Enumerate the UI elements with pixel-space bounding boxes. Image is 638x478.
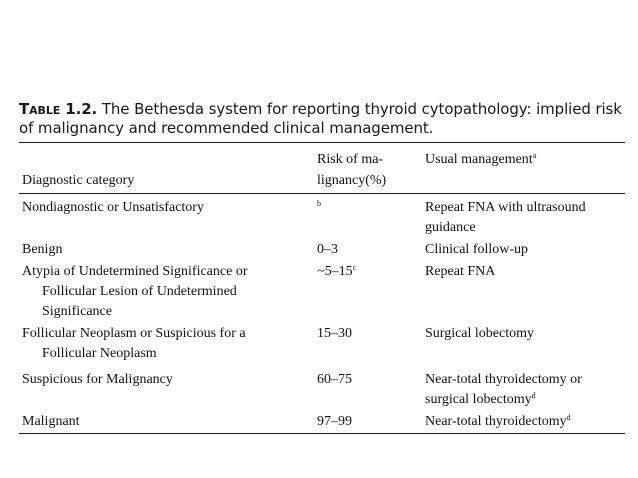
table-title: The Bethesda system for reporting thyroid cytopathology: implied risk of malignancy and recommended clinical management. [19, 100, 622, 137]
row-nondiagnostic-category: Nondiagnostic or Unsatisfactory [22, 200, 204, 215]
row-atypia-category-1: Atypia of Undetermined Significance or [22, 264, 248, 279]
row-nondiagnostic-management-1: Repeat FNA with ultrasound [425, 200, 586, 215]
top-rule [19, 142, 625, 143]
row-suspicious-category: Suspicious for Malignancy [22, 372, 173, 387]
row-atypia-category-2: Follicular Lesion of Undetermined [42, 284, 237, 299]
table-label: Table 1.2. [19, 100, 98, 118]
row-benign-management: Clinical follow-up [425, 242, 529, 257]
row-follicular-risk: 15–30 [317, 326, 352, 341]
header-usual-management [425, 150, 536, 170]
header-risk-line1: Risk of ma- [317, 152, 384, 167]
header-diagnostic-category: Diagnostic category [22, 173, 135, 188]
row-nondiagnostic-management-2: guidance [425, 220, 476, 235]
row-suspicious-management-1: Near-total thyroidectomy or [425, 372, 582, 387]
footnote-marker: a [532, 151, 537, 160]
row-malignant-category: Malignant [22, 414, 80, 429]
row-suspicious-management-2: surgical lobectomy$^d$ [425, 391, 536, 407]
row-malignant-management: Near-total thyroidectomy$^d$ [425, 413, 571, 429]
footnote-marker: b [317, 199, 321, 208]
footnote-marker: d [566, 413, 571, 422]
row-follicular-management: Surgical lobectomy [425, 326, 534, 341]
header-management-label: Usual management [425, 152, 533, 167]
table-caption [19, 100, 625, 138]
row-nondiagnostic-risk [317, 198, 321, 218]
row-suspicious-risk: 60–75 [317, 372, 352, 387]
row-benign-category: Benign [22, 242, 63, 257]
row-atypia-category-3: Significance [42, 304, 112, 319]
row-follicular-category-2: Follicular Neoplasm [42, 346, 157, 361]
header-rule [19, 193, 625, 194]
header-risk-line2: lignancy(%) [317, 173, 387, 188]
footnote-marker: d [531, 391, 536, 400]
bottom-rule [19, 433, 625, 434]
row-atypia-management: Repeat FNA [425, 264, 496, 279]
row-atypia-risk: ~5–15$^c$ [317, 263, 357, 279]
row-malignant-risk: 97–99 [317, 414, 352, 429]
row-follicular-category-1: Follicular Neoplasm or Suspicious for a [22, 326, 246, 341]
footnote-marker: c [352, 263, 357, 272]
row-benign-risk: 0–3 [317, 242, 338, 257]
